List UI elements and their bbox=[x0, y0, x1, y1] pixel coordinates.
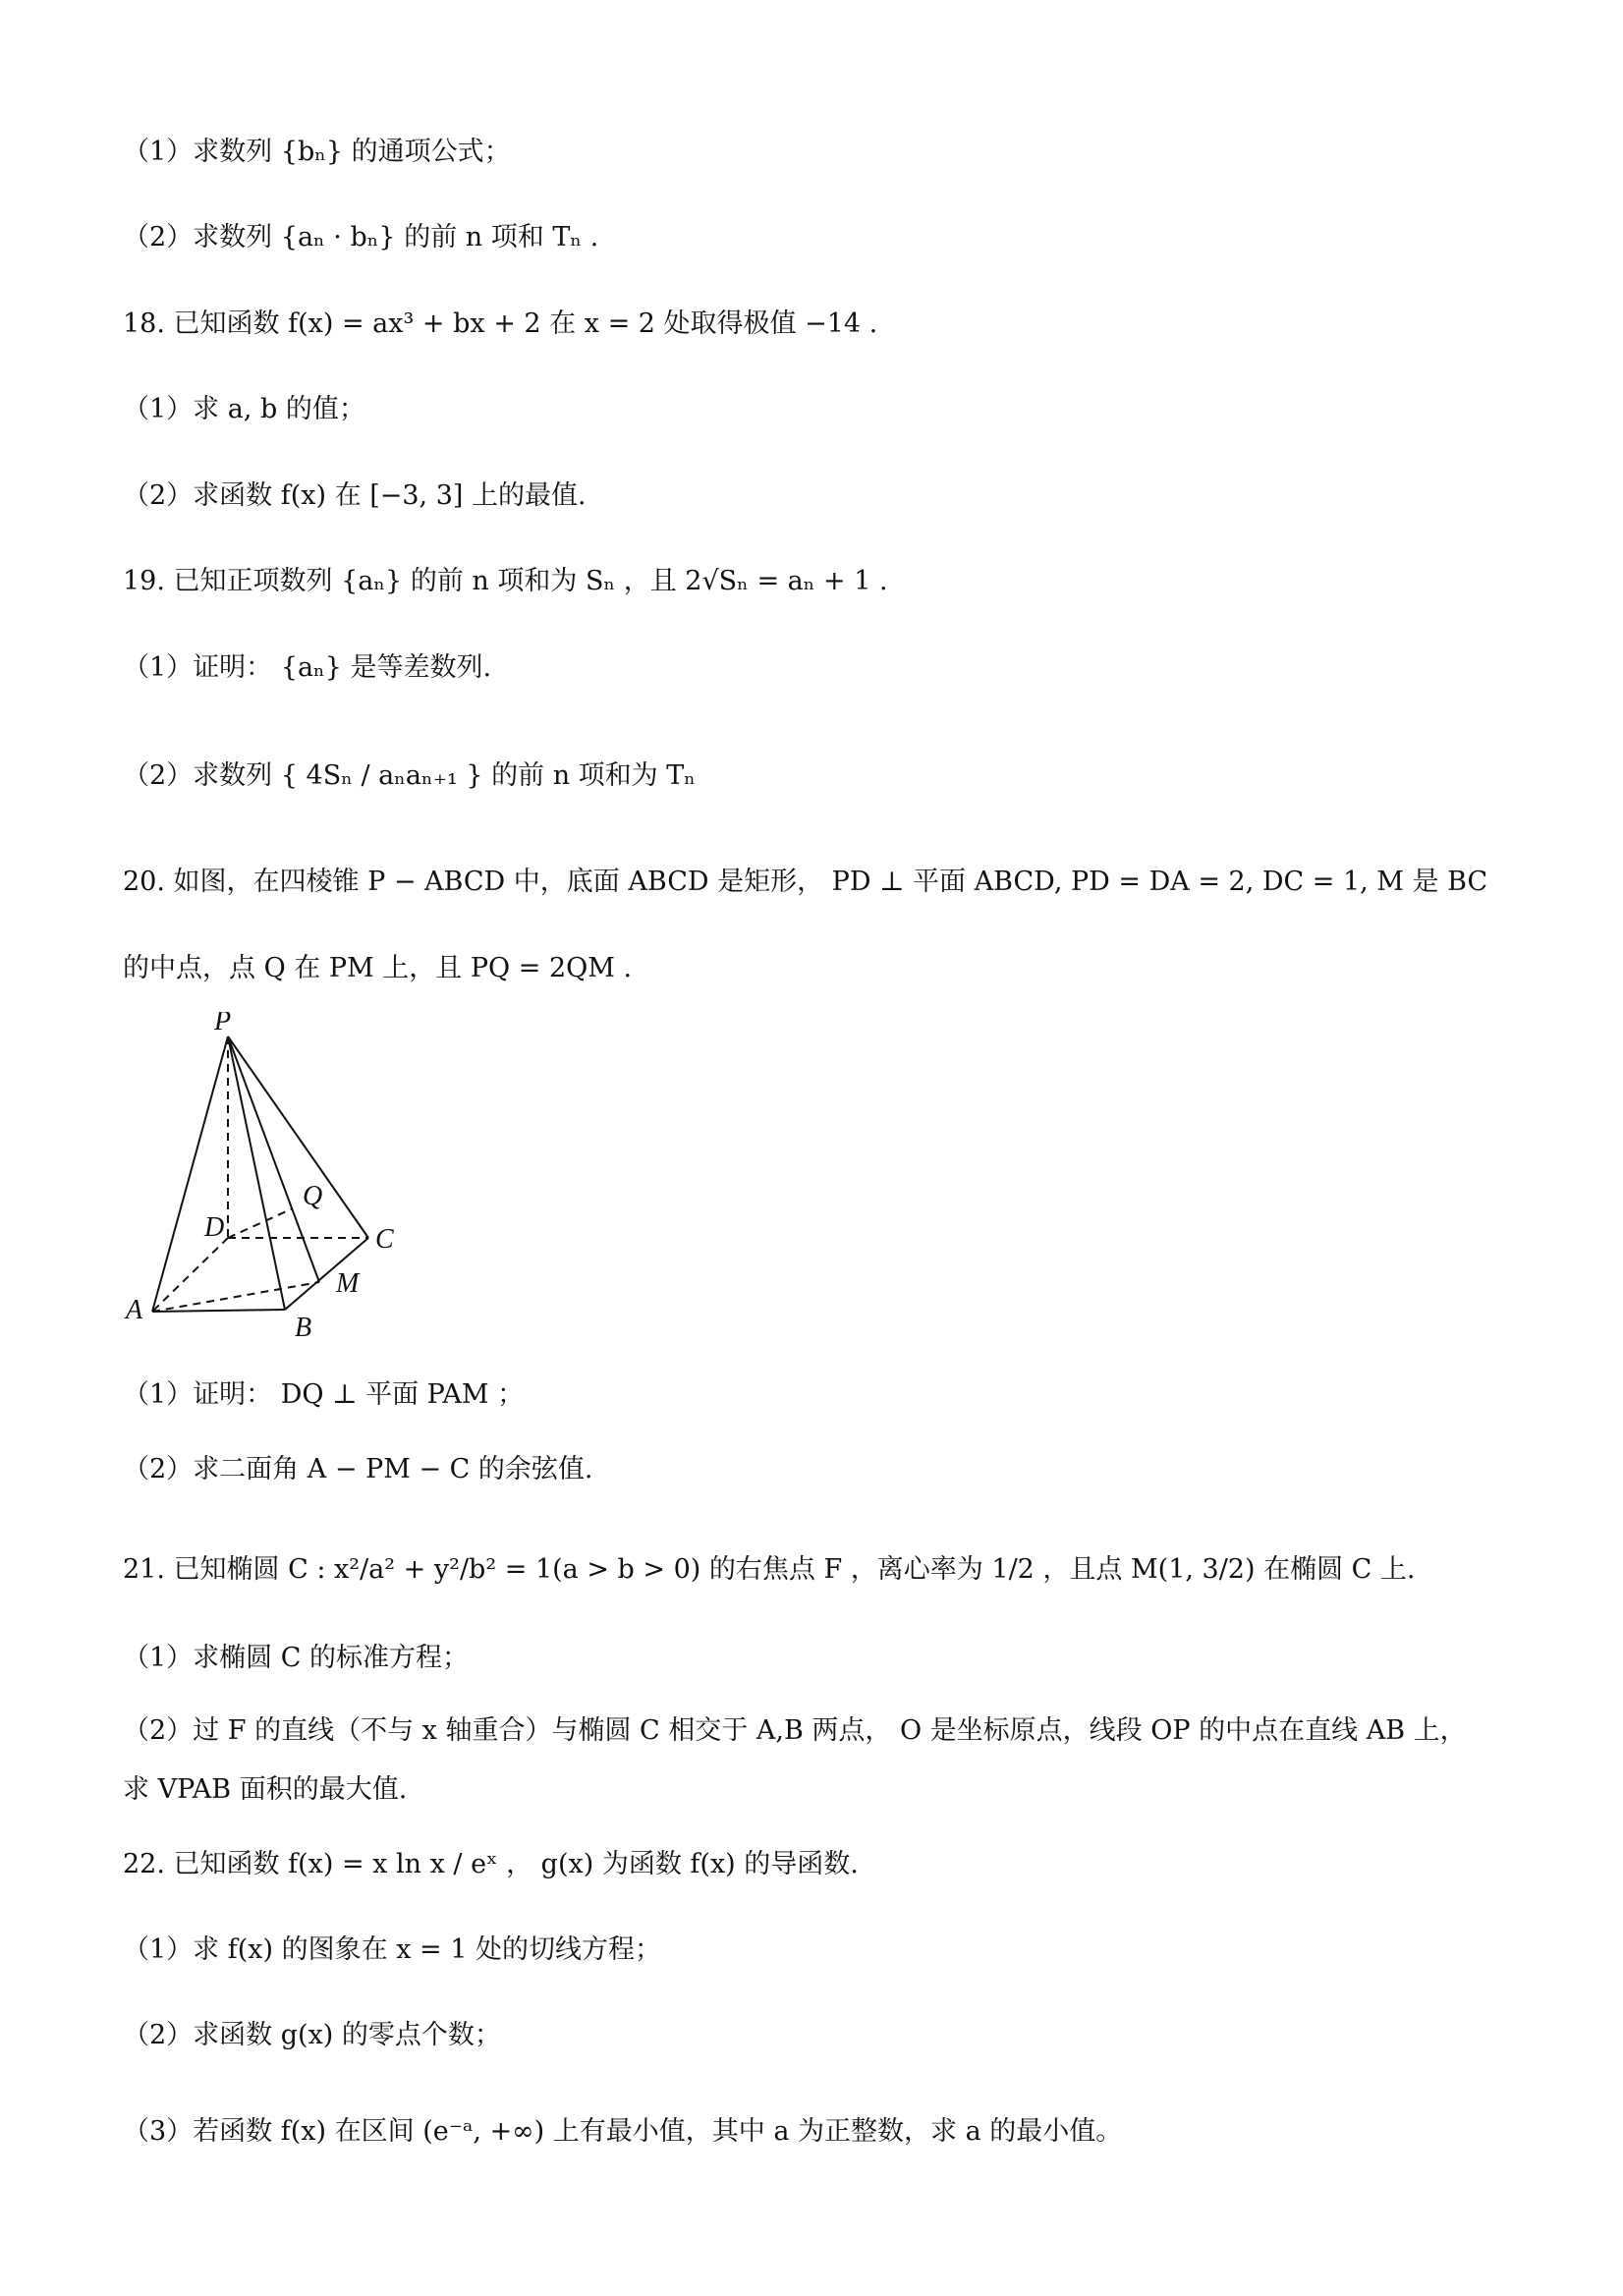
label-C: C bbox=[375, 1224, 394, 1255]
q21-part1: （1）求椭圆 C 的标准方程； bbox=[123, 1643, 470, 1673]
q22-part1: （1）求 f(x) 的图象在 x = 1 处的切线方程； bbox=[123, 1934, 661, 1965]
label-P: P bbox=[214, 1012, 232, 1036]
edge-DQ bbox=[228, 1208, 293, 1238]
q19-stem: 19. 已知正项数列 {aₙ} 的前 n 项和为 Sₙ ，且 2√Sₙ = aₙ + 1 . bbox=[123, 566, 888, 596]
edge-DA bbox=[152, 1238, 228, 1312]
q20-stem-line2: 的中点，点 Q 在 PM 上，且 PQ = 2QM . bbox=[123, 953, 633, 983]
label-D: D bbox=[204, 1212, 225, 1243]
q17-part2: （2）求数列 {aₙ · bₙ} 的前 n 项和 Tₙ . bbox=[123, 222, 599, 252]
q20-part2: （2）求二面角 A − PM − C 的余弦值. bbox=[123, 1454, 593, 1484]
q21-part2-line1: （2）过 F 的直线（不与 x 轴重合）与椭圆 C 相交于 A,B 两点， O 是坐标原点，线段 OP 的中点在直线 AB 上， bbox=[123, 1715, 1467, 1746]
q19-part1: （1）证明： {aₙ} 是等差数列. bbox=[123, 652, 492, 683]
label-A: A bbox=[126, 1295, 143, 1325]
label-M: M bbox=[336, 1268, 360, 1299]
q22-part2: （2）求函数 g(x) 的零点个数； bbox=[123, 2020, 501, 2050]
q21-stem: 21. 已知椭圆 C : x²/a² + y²/b² = 1(a > b > 0) 的右焦点 F ，离心率为 1/2 ，且点 M(1, 3/2) 在椭圆 C 上. bbox=[123, 1554, 1416, 1585]
q22-part3: （3）若函数 f(x) 在区间 (e⁻ᵃ, +∞) 上有最小值，其中 a 为正整数，求 a 的最小值。 bbox=[123, 2116, 1123, 2147]
edge-PA bbox=[152, 1036, 228, 1312]
edge-AB bbox=[152, 1310, 285, 1312]
label-Q: Q bbox=[303, 1181, 323, 1211]
q18-part2: （2）求函数 f(x) 在 [−3, 3] 上的最值. bbox=[123, 480, 587, 511]
q22-stem: 22. 已知函数 f(x) = x ln x / eˣ ， g(x) 为函数 f(x) 的导函数. bbox=[123, 1849, 859, 1879]
label-B: B bbox=[295, 1313, 312, 1343]
q20-part1: （1）证明： DQ ⊥ 平面 PAM ； bbox=[123, 1379, 525, 1410]
q19-part2: （2）求数列 { 4Sₙ / aₙaₙ₊₁ } 的前 n 项和为 Tₙ bbox=[123, 760, 696, 791]
q18-part1: （1）求 a, b 的值； bbox=[123, 394, 365, 424]
pyramid-figure bbox=[118, 1012, 432, 1346]
q21-part2-line2: 求 VPAB 面积的最大值. bbox=[123, 1774, 408, 1805]
q18-stem: 18. 已知函数 f(x) = ax³ + bx + 2 在 x = 2 处取得极值 −14 . bbox=[123, 308, 878, 339]
edge-PM bbox=[228, 1036, 319, 1282]
q17-part1: （1）求数列 {bₙ} 的通项公式； bbox=[123, 137, 511, 167]
q20-stem-line1: 20. 如图，在四棱锥 P − ABCD 中，底面 ABCD 是矩形， PD ⊥ 平面 ABCD, PD = DA = 2, DC = 1, M 是 BC bbox=[123, 867, 1488, 897]
